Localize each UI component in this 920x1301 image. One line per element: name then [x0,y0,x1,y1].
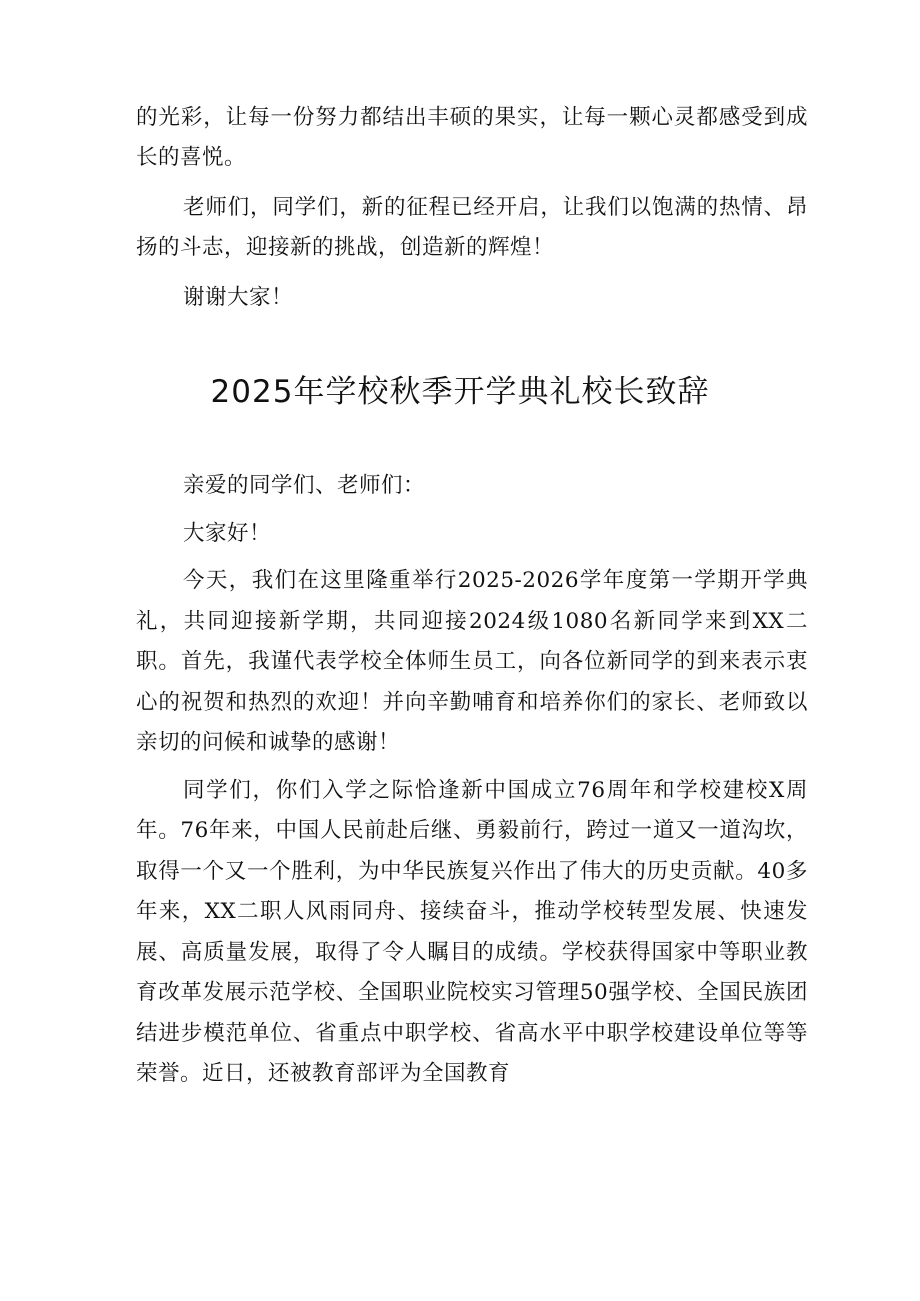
continuation-paragraph: 的光彩，让每一份努力都结出丰硕的果实，让每一颗心灵都感受到成长的喜悦。 [136,105,808,170]
closing-call-paragraph: 老师们，同学们，新的征程已经开启，让我们以饱满的热情、昂扬的斗志，迎接新的挑战，创造新的辉煌！ [136,195,808,260]
speech-title: 2025年学校秋季开学典礼校长致辞 [210,374,710,410]
opening-paragraph: 今天，我们在这里隆重举行2025-2026学年度第一学期开学典礼，共同迎接新学期，共同迎接2024级1080名新同学来到XX二职。首先，我谨代表学校全体师生员工，向各位新同学的到来表示衷心的祝贺和热烈的欢迎！并向辛勤哺育和培养你们的家长、老师致以亲切的问候和诚挚的感谢！ [136,568,808,755]
greeting-line: 大家好！ [183,520,272,546]
speech-body [136,466,808,1102]
history-paragraph: 同学们，你们入学之际恰逢新中国成立76周年和学校建校X周年。76年来，中国人民前赴后继、勇毅前行，跨过一道又一道沟坎，取得一个又一个胜利，为中华民族复兴作出了伟大的历史贡献。40多年来，XX二职人风雨同舟、接续奋斗，推动学校转型发展、快速发展、高质量发展，取得了令人瞩目的成绩。学校获得国家中等职业教育改革发展示范学校、全国职业院校实习管理50强学校、全国民族团结进步模范单位、省重点中职学校、省高水平中职学校建设单位等等荣誉。近日，还被教育部评为全国教育 [136,777,808,1086]
thanks-line: 谢谢大家！ [183,285,294,310]
salutation-line: 亲爱的同学们、老师们： [183,473,426,498]
previous-speech-ending [136,98,808,328]
